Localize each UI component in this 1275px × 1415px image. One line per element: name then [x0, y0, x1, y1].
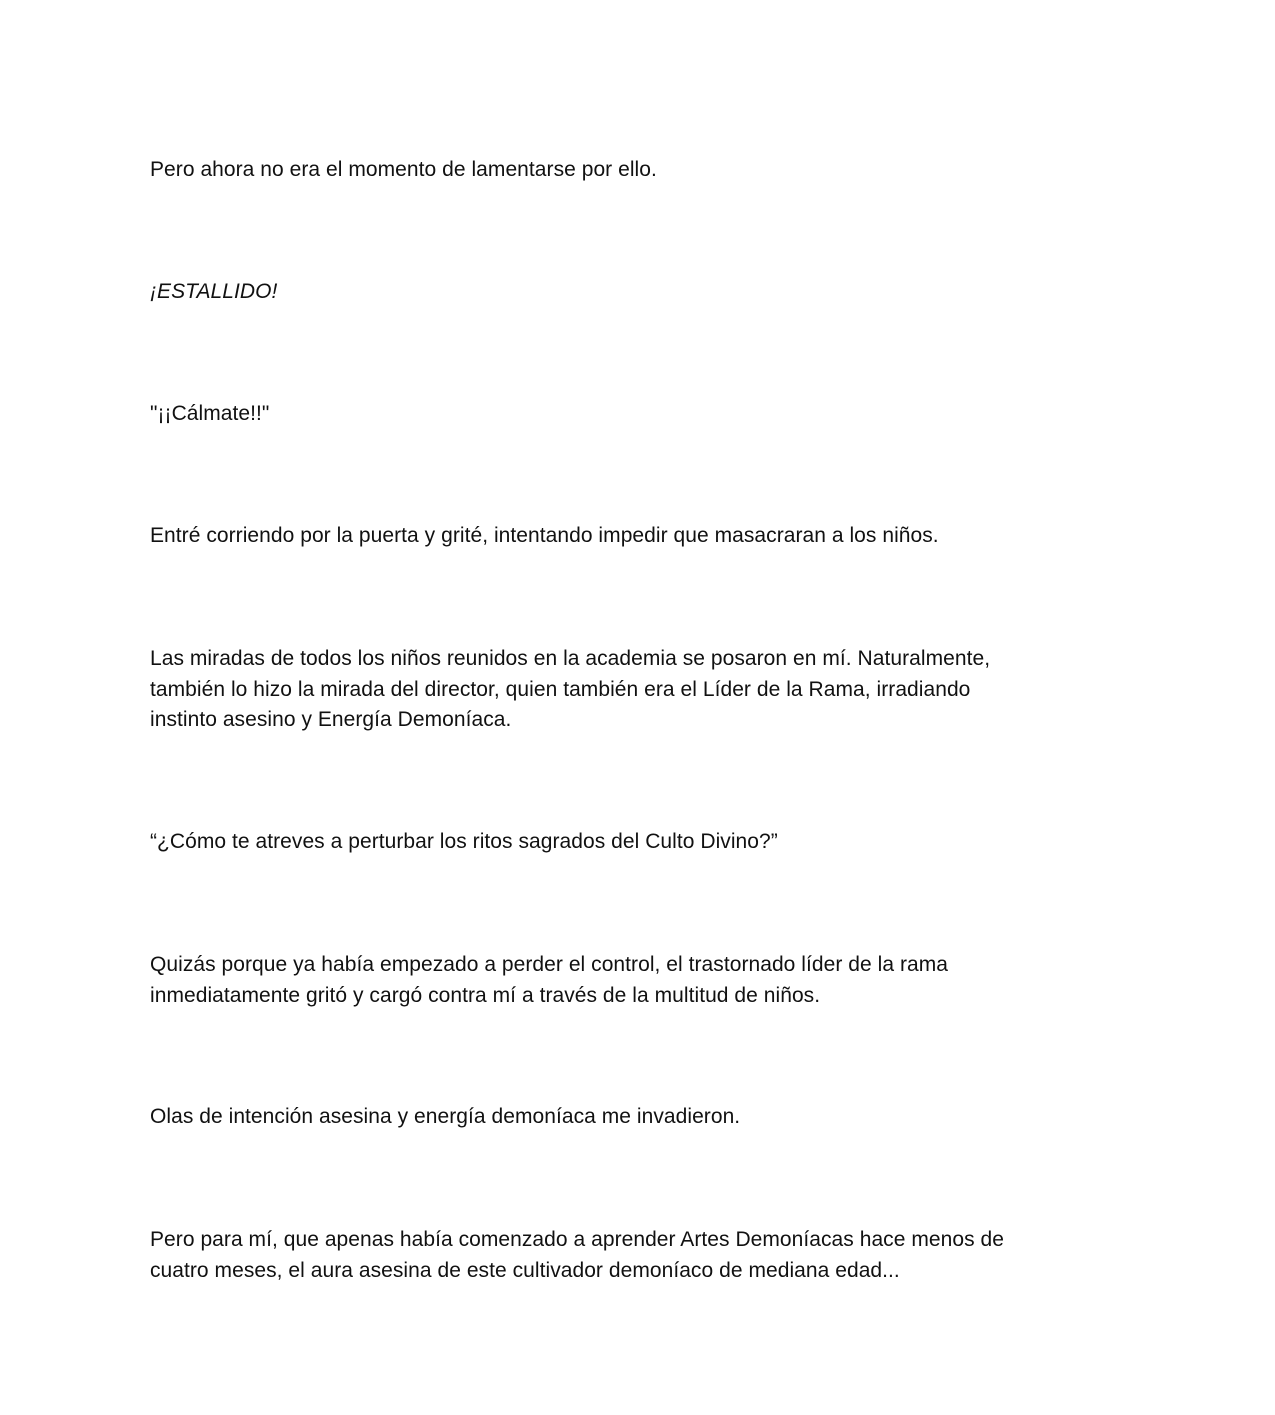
paragraph-line: Olas de intención asesina y energía demoníaca me invadieron.: [150, 1105, 741, 1128]
paragraph-line: "¡¡Cálmate!!": [150, 402, 270, 425]
paragraph-3-dialogue: [150, 399, 1090, 430]
paragraph-9: [150, 1225, 1090, 1286]
paragraph-line: Entré corriendo por la puerta y grité, intentando impedir que masacraran a los niños.: [150, 524, 939, 547]
paragraph-line: Pero ahora no era el momento de lamentarse por ello.: [150, 158, 657, 181]
paragraph-4: [150, 521, 1090, 552]
paragraph-line: Las miradas de todos los niños reunidos en la academia se posaron en mí. Naturalmente,: [150, 647, 991, 670]
paragraph-line: cuatro meses, el aura asesina de este cultivador demoníaco de mediana edad...: [150, 1258, 900, 1282]
paragraph-line: Quizás porque ya había empezado a perder el control, el trastornado líder de la rama: [150, 953, 948, 976]
paragraph-7: [150, 950, 1090, 1011]
paragraph-6-dialogue: [150, 827, 1090, 858]
paragraph-line: inmediatamente gritó y cargó contra mí a través de la multitud de niños.: [150, 983, 821, 1007]
paragraph-line: también lo hizo la mirada del director, quien también era el Líder de la Rama, irradiando: [150, 677, 971, 701]
paragraph-line: Pero para mí, que apenas había comenzado a aprender Artes Demoníacas hace menos de: [150, 1228, 1004, 1251]
paragraph-line: “¿Cómo te atreves a perturbar los ritos sagrados del Culto Divino?”: [150, 830, 778, 853]
paragraph-2-sound-effect: [150, 277, 1090, 308]
paragraph-8: [150, 1102, 1090, 1133]
paragraph-1: [150, 155, 1090, 186]
paragraph-line: ¡ESTALLIDO!: [150, 280, 278, 303]
paragraph-5: [150, 644, 1090, 736]
paragraph-line: instinto asesino y Energía Demoníaca.: [150, 708, 512, 731]
